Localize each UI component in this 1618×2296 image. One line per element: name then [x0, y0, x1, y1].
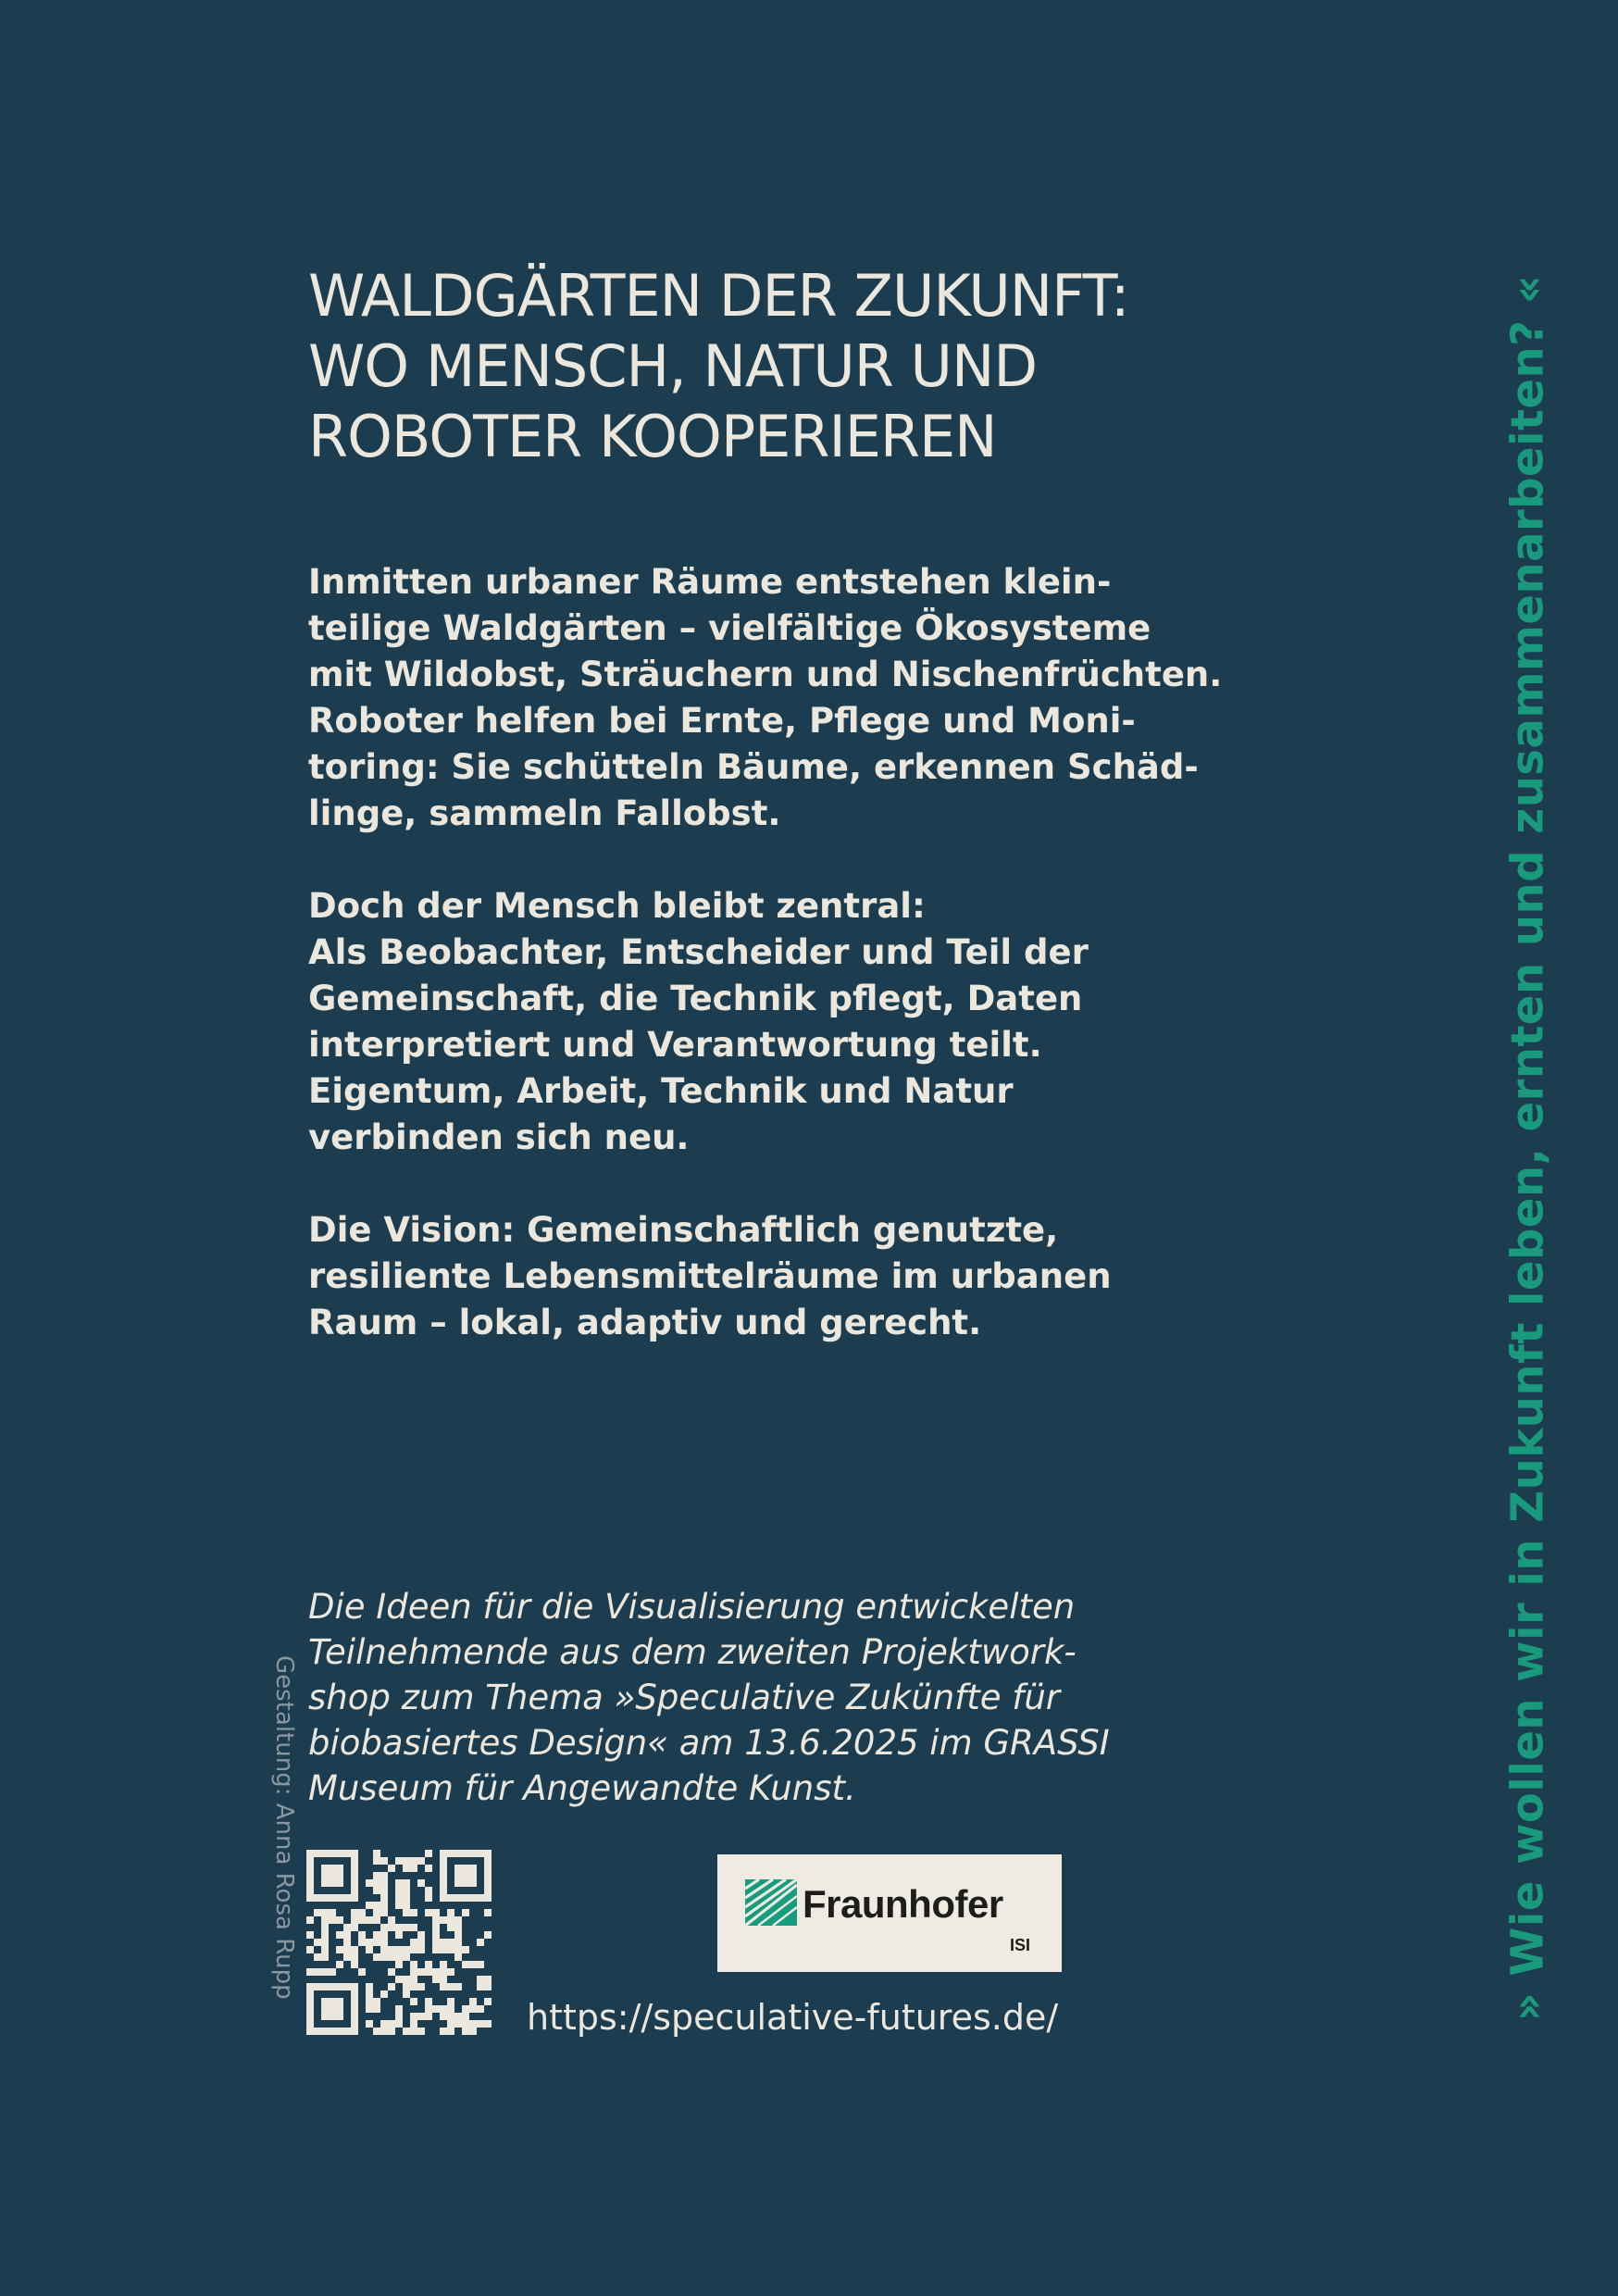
text-line: verbinden sich neu. — [308, 1117, 690, 1157]
body-text — [308, 559, 1234, 1392]
side-quote-text: » Wie wollen wir in Zukunft leben, ernten und zusammenarbeiten? « — [1501, 274, 1554, 2022]
logo-wordmark: Fraunhofer — [803, 1882, 1003, 1926]
side-quote — [1481, 74, 1574, 2222]
text-line: toring: Sie schütteln Bäume, erkennen Schäd- — [308, 747, 1199, 787]
title-line: WALDGÄRTEN DER ZUKUNFT: — [308, 262, 1129, 330]
text-line: interpretiert und Verantwortung teilt. — [308, 1025, 1042, 1065]
text-line: Inmitten urbaner Räume entstehen klein- — [308, 562, 1112, 602]
credit-line: shop zum Thema »Speculative Zukünfte für — [308, 1678, 1060, 1717]
fraunhofer-logo-mark — [745, 1879, 797, 1926]
text-line: Eigentum, Arbeit, Technik und Natur — [308, 1071, 1014, 1111]
page-title — [308, 261, 1234, 472]
title-line: WO MENSCH, NATUR UND — [308, 332, 1038, 400]
fraunhofer-logo — [717, 1854, 1062, 1972]
credit-line: Museum für Angewandte Kunst. — [308, 1768, 856, 1808]
text-line: mit Wildobst, Sträuchern und Nischenfrüchten. — [308, 655, 1223, 694]
text-line: linge, sammeln Fallobst. — [308, 793, 781, 833]
text-line: Roboter helfen bei Ernte, Pflege und Moni- — [308, 701, 1136, 741]
text-line: Die Vision: Gemeinschaftlich genutzte, — [308, 1210, 1059, 1250]
text-line: resiliente Lebensmittelräume im urbanen — [308, 1256, 1112, 1296]
workshop-credits — [308, 1584, 1234, 1811]
paragraph-vision — [308, 1207, 1234, 1346]
title-line: ROBOTER KOOPERIEREN — [308, 403, 997, 470]
text-line: Doch der Mensch bleibt zentral: — [308, 886, 926, 926]
text-line: teilige Waldgärten – vielfältige Ökosysteme — [308, 608, 1151, 648]
text-line: Gemeinschaft, die Technik pflegt, Daten — [308, 979, 1083, 1018]
designer-credit: Gestaltung: Anna Rosa Rupp — [270, 1655, 298, 2000]
logo-sub: ISI — [1010, 1936, 1031, 1954]
text-line: Raum – lokal, adaptiv und gerecht. — [308, 1303, 982, 1342]
credit-line: Teilnehmende aus dem zweiten Projektwork- — [308, 1632, 1077, 1672]
qr-code-icon[interactable] — [306, 1850, 492, 2035]
credit-line: biobasiertes Design« am 13.6.2025 im GRASSI — [308, 1723, 1110, 1763]
credit-line: Die Ideen für die Visualisierung entwickelten — [308, 1587, 1076, 1627]
paragraph-human — [308, 883, 1234, 1161]
text-line: Als Beobachter, Entscheider und Teil der — [308, 932, 1089, 972]
paragraph-intro — [308, 559, 1234, 837]
website-link[interactable]: https://speculative-futures.de/ — [527, 1997, 1059, 2038]
